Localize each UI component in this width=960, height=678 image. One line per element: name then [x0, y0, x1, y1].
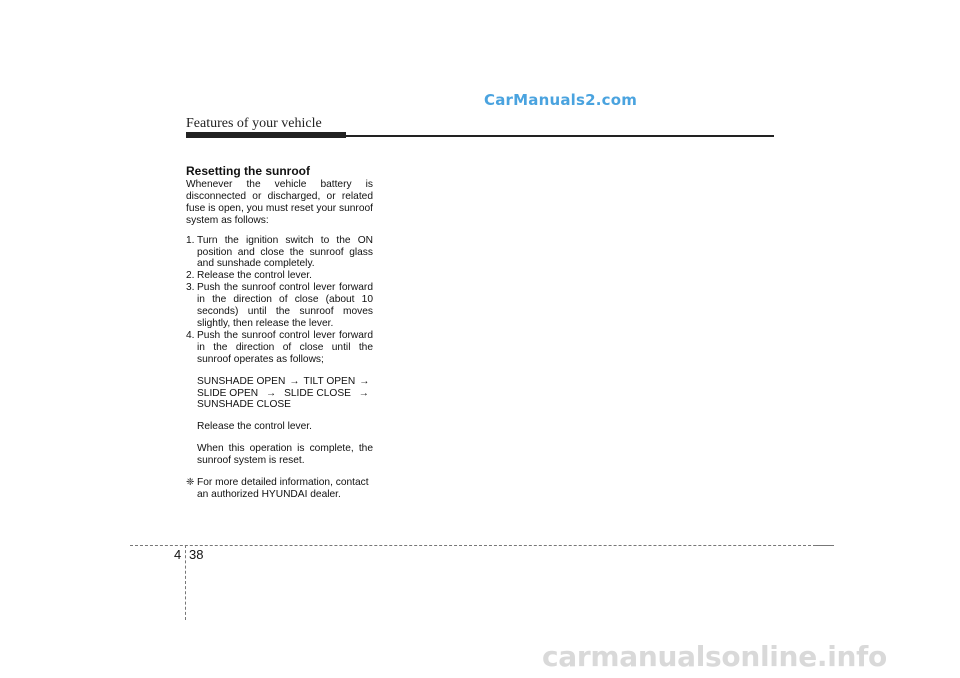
footer-vertical-rule — [185, 545, 186, 620]
sequence-item: TILT OPEN — [303, 375, 356, 387]
section-title: Resetting the sunroof — [186, 164, 311, 178]
arrow-icon: → — [289, 375, 300, 387]
page-number: 38 — [189, 547, 204, 562]
watermark-top: CarManuals2.com — [484, 91, 638, 109]
list-item — [186, 235, 373, 271]
header-rule — [346, 135, 774, 137]
sequence-item: SLIDE CLOSE — [284, 387, 351, 399]
step-number: 1. — [186, 234, 195, 246]
list-item — [186, 330, 373, 366]
sequence-item: SLIDE OPEN — [197, 387, 259, 399]
watermark-bottom: carmanualsonline.info — [542, 640, 887, 673]
list-item — [186, 270, 373, 282]
steps-list — [186, 235, 373, 366]
arrow-icon: → — [359, 375, 370, 387]
footer-rule-end — [816, 545, 834, 546]
note — [186, 477, 373, 501]
sequence-item: SUNSHADE OPEN — [197, 375, 286, 387]
complete-text: When this operation is complete, the sunroof system is reset. — [197, 443, 373, 467]
release-instruction: Release the control lever. — [197, 421, 312, 433]
step-number: 2. — [186, 270, 195, 282]
sequence-line — [197, 376, 373, 388]
intro-paragraph: Whenever the vehicle battery is disconnected or discharged, or related fuse is open, you must reset your sunroof system as follows: — [186, 179, 373, 226]
operation-sequence — [186, 376, 373, 412]
header-bar — [186, 132, 346, 138]
page-header-title: Features of your vehicle — [186, 116, 322, 131]
sequence-item: SUNSHADE CLOSE — [197, 399, 291, 411]
step-text: Turn the ignition switch to the ON position and close the sunroof glass and sunshade completely. — [197, 234, 373, 270]
step-text: Release the control lever. — [197, 270, 312, 282]
step-text: Push the sunroof control lever forward in the direction of close (about 10 seconds) until the sunroof moves slightly, then release the lever. — [197, 282, 373, 329]
step-number: 4. — [186, 329, 195, 341]
sequence-line — [197, 388, 373, 400]
sequence-line — [197, 399, 373, 411]
footer-rule — [130, 545, 816, 546]
arrow-icon: → — [266, 387, 277, 399]
note-icon: ❈ — [186, 477, 195, 489]
note-text: For more detailed information, contact an authorized HYUNDAI dealer. — [197, 477, 369, 500]
arrow-icon: → — [358, 387, 369, 399]
step-number: 3. — [186, 282, 195, 294]
content-column — [186, 164, 373, 501]
step-text: Push the sunroof control lever forward in the direction of close until the sunroof operates as follows; — [197, 329, 373, 365]
chapter-number: 4 — [174, 547, 182, 562]
list-item — [186, 282, 373, 330]
